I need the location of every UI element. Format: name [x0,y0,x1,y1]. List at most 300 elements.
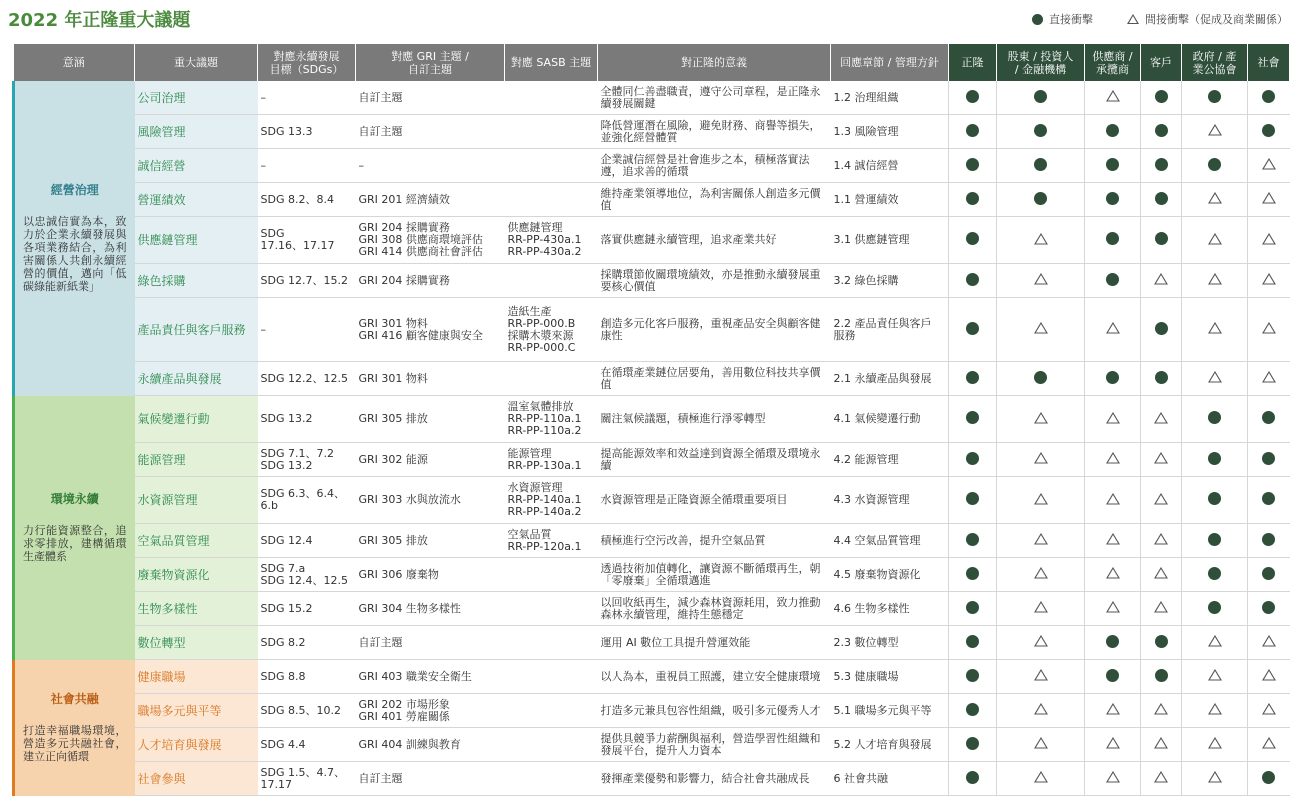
direct-impact-dot-icon [1262,771,1275,784]
issue-name: 能源管理 [135,443,258,477]
sdg-cell: SDG 12.2、12.5 [258,362,356,396]
direct-impact-dot-icon [1262,452,1275,465]
indirect-impact-triangle-icon [1262,671,1276,684]
issue-name: 供應鏈管理 [135,217,258,264]
sdg-cell: – [258,81,356,115]
impact-cell [1182,81,1248,115]
indirect-impact-triangle-icon [1106,454,1120,467]
indirect-impact-triangle-icon [1034,773,1048,786]
significance-cell: 打造多元兼具包容性組織，吸引多元優秀人才 [598,694,831,728]
chapter-cell: 4.5 廢棄物資源化 [831,558,949,592]
indirect-impact-triangle-icon [1034,324,1048,337]
impact-cell [949,115,997,149]
impact-cell [1141,217,1182,264]
impact-cell [1248,477,1290,524]
impact-cell [1141,115,1182,149]
direct-impact-dot-icon [966,192,979,205]
significance-cell: 提高能源效率和效益達到資源全循環及環境永續 [598,443,831,477]
indirect-impact-triangle-icon [1208,773,1222,786]
table-row [14,443,1290,477]
impact-cell [1248,524,1290,558]
sdg-cell: SDG 13.2 [258,396,356,443]
direct-impact-dot-icon [966,273,979,286]
table-row [14,728,1290,762]
category-description: 以忠誠信實為本，致力於企業永續發展與各項業務結合，為利害關係人共創永續經營的價值，邁向「低碳綠能新紙業」 [23,214,127,293]
impact-cell [1182,183,1248,217]
impact-cell [1085,81,1141,115]
impact-cell [997,183,1085,217]
indirect-impact-triangle-icon [1154,603,1168,616]
impact-cell [997,626,1085,660]
direct-impact-dot-icon [1262,124,1275,137]
impact-cell [997,443,1085,477]
gri-cell: GRI 404 訓練與教育 [356,728,505,762]
legend-direct-label: 直接衝擊 [1049,13,1093,26]
indirect-impact-triangle-icon [1208,194,1222,207]
impact-cell [1141,728,1182,762]
impact-cell [1248,264,1290,298]
impact-cell [1141,264,1182,298]
sasb-cell [505,183,598,217]
direct-impact-dot-icon [1106,273,1119,286]
sdg-cell: SDG 7.1、7.2 SDG 13.2 [258,443,356,477]
impact-cell [1085,477,1141,524]
impact-cell [949,660,997,694]
impact-cell [1085,298,1141,362]
legend [1032,11,1288,27]
direct-impact-dot-icon [1155,192,1168,205]
impact-cell [949,524,997,558]
impact-cell [1085,762,1141,796]
sdg-cell: SDG 17.16、17.17 [258,217,356,264]
impact-cell [997,660,1085,694]
impact-cell [1085,115,1141,149]
chapter-cell: 1.3 風險管理 [831,115,949,149]
direct-impact-dot-icon [1155,371,1168,384]
direct-impact-dot-icon [966,90,979,103]
significance-cell: 關注氣候議題，積極進行淨零轉型 [598,396,831,443]
direct-impact-dot-icon [1106,158,1119,171]
impact-cell [949,396,997,443]
table-row [14,592,1290,626]
table-row [14,81,1290,115]
direct-impact-dot-icon [1034,90,1047,103]
table-row [14,694,1290,728]
indirect-impact-triangle-icon [1154,773,1168,786]
direct-impact-dot-icon [1155,232,1168,245]
sdg-cell: SDG 6.3、6.4、 6.b [258,477,356,524]
sasb-cell: 水資源管理 RR-PP-140a.1 RR-PP-140a.2 [505,477,598,524]
sdg-cell: SDG 8.2、8.4 [258,183,356,217]
sasb-cell: 造紙生產 RR-PP-000.B 採購木漿來源 RR-PP-000.C [505,298,598,362]
indirect-impact-triangle-icon [1106,535,1120,548]
impact-cell [949,81,997,115]
direct-impact-dot-icon [1208,411,1221,424]
header-meaning: 意涵 [14,44,135,81]
impact-cell [1085,694,1141,728]
sasb-cell [505,762,598,796]
impact-cell [1248,217,1290,264]
impact-cell [1248,115,1290,149]
gri-cell: 自訂主題 [356,81,505,115]
indirect-impact-triangle-icon [1034,495,1048,508]
impact-cell [1141,149,1182,183]
sdg-cell: – [258,149,356,183]
impact-cell [1182,592,1248,626]
sdg-cell: SDG 12.7、15.2 [258,264,356,298]
gri-cell: GRI 305 排放 [356,396,505,443]
indirect-impact-triangle-icon [1106,569,1120,582]
impact-cell [1085,592,1141,626]
page-title: 2022 年正隆重大議題 [8,10,191,31]
impact-cell [949,149,997,183]
impact-cell [949,362,997,396]
impact-cell [997,115,1085,149]
impact-cell [1085,362,1141,396]
chapter-cell: 5.2 人才培育與發展 [831,728,949,762]
table-row [14,396,1290,443]
impact-cell [949,762,997,796]
table-header-row [14,44,1290,81]
impact-cell [949,298,997,362]
indirect-impact-triangle-icon [1262,160,1276,173]
indirect-impact-triangle-icon [1208,705,1222,718]
sdg-cell: SDG 8.5、10.2 [258,694,356,728]
indirect-impact-triangle-icon [1262,235,1276,248]
impact-cell [997,217,1085,264]
chapter-cell: 6 社會共融 [831,762,949,796]
significance-cell: 積極進行空污改善，提升空氣品質 [598,524,831,558]
direct-impact-dot-icon [1155,669,1168,682]
impact-cell [1182,149,1248,183]
impact-cell [1085,396,1141,443]
impact-cell [1248,762,1290,796]
impact-cell [1248,396,1290,443]
indirect-impact-triangle-icon [1154,739,1168,752]
header-stakeholder-customers: 客戶 [1141,44,1182,81]
significance-cell: 落實供應鏈永續管理，追求產業共好 [598,217,831,264]
gri-cell: GRI 304 生物多樣性 [356,592,505,626]
significance-cell: 企業誠信經營是社會進步之本，積極落實法遵，追求善的循環 [598,149,831,183]
sasb-cell [505,728,598,762]
direct-impact-dot-icon [1155,90,1168,103]
direct-impact-dot-icon [1208,158,1221,171]
impact-cell [1248,558,1290,592]
indirect-impact-triangle-icon [1034,705,1048,718]
issue-name: 誠信經營 [135,149,258,183]
table-row [14,558,1290,592]
significance-cell: 運用 AI 數位工具提升營運效能 [598,626,831,660]
table-row [14,362,1290,396]
indirect-impact-triangle-icon [1106,414,1120,427]
header-sdg: 對應永續發展 目標（SDGs） [258,44,356,81]
significance-cell: 提供具競爭力薪酬與福利，營造學習性組織和發展平台，提升人力資本 [598,728,831,762]
sasb-cell: 空氣品質 RR-PP-120a.1 [505,524,598,558]
legend-indirect-label: 間接衝擊（促成及商業關係） [1145,13,1288,26]
issue-name: 生物多樣性 [135,592,258,626]
indirect-impact-triangle-icon [1034,637,1048,650]
indirect-impact-triangle-icon [1208,373,1222,386]
indirect-impact-triangle-icon [1208,275,1222,288]
direct-impact-dot-icon [1262,90,1275,103]
direct-impact-dot-icon [966,124,979,137]
direct-impact-dot-icon [1262,492,1275,505]
impact-cell [949,558,997,592]
issue-name: 公司治理 [135,81,258,115]
direct-impact-dot-icon [966,232,979,245]
indirect-impact-triangle-icon [1208,324,1222,337]
indirect-impact-triangle-icon [1154,414,1168,427]
sasb-cell [505,592,598,626]
impact-cell [997,524,1085,558]
impact-cell [997,149,1085,183]
direct-impact-dot-icon [1208,492,1221,505]
impact-cell [1248,298,1290,362]
direct-impact-dot-icon [966,669,979,682]
indirect-impact-triangle-icon [1106,92,1120,105]
direct-impact-dot-icon [1106,192,1119,205]
significance-cell: 降低營運潛在風險，避免財務、商譽等損失，並強化經營體質 [598,115,831,149]
issue-name: 職場多元與平等 [135,694,258,728]
chapter-cell: 2.2 產品責任與客戶 服務 [831,298,949,362]
table-row [14,115,1290,149]
sasb-cell: 供應鏈管理 RR-PP-430a.1 RR-PP-430a.2 [505,217,598,264]
direct-impact-dot-icon [1155,322,1168,335]
impact-cell [949,217,997,264]
chapter-cell: 4.1 氣候變遷行動 [831,396,949,443]
indirect-impact-triangle-icon [1208,126,1222,139]
direct-impact-dot-icon [966,533,979,546]
chapter-cell: 2.3 數位轉型 [831,626,949,660]
direct-impact-dot-icon [1208,601,1221,614]
indirect-impact-triangle-icon [1106,495,1120,508]
category-cell [14,660,135,796]
significance-cell: 採購環節攸關環境績效，亦是推動永續發展重要核心價值 [598,264,831,298]
header-stakeholder-government: 政府 / 產 業公協會 [1182,44,1248,81]
sdg-cell: SDG 8.8 [258,660,356,694]
gri-cell: GRI 306 廢棄物 [356,558,505,592]
impact-cell [1141,477,1182,524]
indirect-impact-triangle-icon [1034,603,1048,616]
impact-cell [1085,183,1141,217]
issue-name: 產品責任與客戶服務 [135,298,258,362]
indirect-impact-triangle-icon [1034,275,1048,288]
direct-impact-dot-icon [966,492,979,505]
sdg-cell: SDG 12.4 [258,524,356,558]
impact-cell [1141,694,1182,728]
impact-cell [1248,443,1290,477]
direct-impact-dot-icon [1034,124,1047,137]
impact-cell [949,477,997,524]
issue-name: 空氣品質管理 [135,524,258,558]
table-row [14,477,1290,524]
indirect-impact-triangle-icon [1262,705,1276,718]
indirect-impact-triangle-icon [1154,535,1168,548]
direct-impact-dot-icon [966,737,979,750]
table-row [14,183,1290,217]
impact-cell [997,298,1085,362]
sasb-cell [505,362,598,396]
indirect-impact-triangle-icon [1262,324,1276,337]
direct-impact-dot-icon [966,703,979,716]
header-significance: 對正隆的意義 [598,44,831,81]
header-stakeholder-company: 正隆 [949,44,997,81]
direct-impact-dot-icon [966,601,979,614]
impact-cell [1182,217,1248,264]
header-issue: 重大議題 [135,44,258,81]
table-row [14,626,1290,660]
indirect-impact-triangle-icon [1106,705,1120,718]
indirect-impact-triangle-icon [1106,324,1120,337]
gri-cell: GRI 302 能源 [356,443,505,477]
significance-cell: 透過技術加值轉化，讓資源不斷循環再生，朝「零廢棄」全循環邁進 [598,558,831,592]
chapter-cell: 3.2 綠色採購 [831,264,949,298]
indirect-impact-triangle-icon [1034,454,1048,467]
sdg-cell: SDG 1.5、4.7、 17.17 [258,762,356,796]
impact-cell [997,592,1085,626]
impact-cell [997,264,1085,298]
impact-cell [1248,149,1290,183]
indirect-impact-triangle-icon [1154,275,1168,288]
impact-cell [1248,660,1290,694]
impact-cell [1248,592,1290,626]
category-name: 環境永續 [50,491,99,506]
impact-cell [997,558,1085,592]
gri-cell: GRI 403 職業安全衛生 [356,660,505,694]
direct-impact-dot-icon [1262,411,1275,424]
gri-cell: GRI 301 物料 GRI 416 顧客健康與安全 [356,298,505,362]
chapter-cell: 2.1 永續產品與發展 [831,362,949,396]
gri-cell: GRI 204 採購實務 GRI 308 供應商環境評估 GRI 414 供應商社會評估 [356,217,505,264]
chapter-cell: 4.3 水資源管理 [831,477,949,524]
impact-cell [1085,217,1141,264]
direct-impact-dot-icon [966,452,979,465]
header-stakeholder-investors: 股東 / 投資人 / 金融機構 [997,44,1085,81]
impact-cell [1141,443,1182,477]
impact-cell [1248,626,1290,660]
chapter-cell: 5.1 職場多元與平等 [831,694,949,728]
issue-name: 營運績效 [135,183,258,217]
header-chapter: 回應章節 / 管理方針 [831,44,949,81]
impact-cell [997,396,1085,443]
impact-cell [997,694,1085,728]
indirect-impact-triangle-icon [1154,495,1168,508]
impact-cell [1085,660,1141,694]
direct-impact-dot-icon [1034,158,1047,171]
impact-cell [949,728,997,762]
direct-impact-dot-icon [1106,635,1119,648]
sasb-cell [505,264,598,298]
impact-cell [1141,298,1182,362]
table-row [14,264,1290,298]
indirect-impact-triangle-icon [1262,194,1276,207]
table-row [14,660,1290,694]
sasb-cell [505,660,598,694]
direct-impact-dot-icon [1208,90,1221,103]
issue-name: 風險管理 [135,115,258,149]
header-sasb: 對應 SASB 主題 [505,44,598,81]
indirect-impact-triangle-icon [1208,739,1222,752]
direct-impact-dot-icon [1106,669,1119,682]
impact-cell [1085,149,1141,183]
sdg-cell: SDG 15.2 [258,592,356,626]
impact-cell [997,762,1085,796]
material-issues-table [12,44,1290,796]
indirect-impact-triangle-icon [1262,373,1276,386]
chapter-cell: 1.2 治理組織 [831,81,949,115]
impact-cell [949,443,997,477]
sasb-cell: 溫室氣體排放 RR-PP-110a.1 RR-PP-110a.2 [505,396,598,443]
direct-impact-dot-icon [1208,533,1221,546]
impact-cell [1182,443,1248,477]
impact-cell [1182,626,1248,660]
issue-name: 人才培育與發展 [135,728,258,762]
direct-impact-dot-icon [966,158,979,171]
impact-cell [1141,81,1182,115]
significance-cell: 維持產業領導地位，為利害關係人創造多元價值 [598,183,831,217]
impact-cell [997,81,1085,115]
direct-impact-dot-icon [1106,371,1119,384]
impact-cell [997,477,1085,524]
direct-impact-dot-icon [1106,232,1119,245]
impact-cell [1141,183,1182,217]
impact-cell [997,362,1085,396]
impact-cell [1248,81,1290,115]
impact-cell [1182,524,1248,558]
category-cell [14,396,135,660]
chapter-cell: 3.1 供應鏈管理 [831,217,949,264]
chapter-cell: 4.2 能源管理 [831,443,949,477]
indirect-impact-triangle-icon [1154,705,1168,718]
significance-cell: 在循環產業鏈位居要角，善用數位科技共享價值 [598,362,831,396]
direct-impact-dot-icon [1155,124,1168,137]
indirect-impact-triangle-icon [1154,569,1168,582]
impact-cell [1141,524,1182,558]
indirect-impact-triangle-icon [1034,414,1048,427]
impact-cell [1182,728,1248,762]
issue-name: 社會參與 [135,762,258,796]
indirect-impact-triangle-icon [1208,637,1222,650]
indirect-impact-triangle-icon [1034,569,1048,582]
direct-impact-dot-icon [1262,601,1275,614]
sasb-cell [505,115,598,149]
header-gri: 對應 GRI 主題 / 自訂主題 [356,44,505,81]
direct-impact-dot-icon [966,635,979,648]
impact-cell [1182,362,1248,396]
indirect-impact-triangle-icon [1034,739,1048,752]
impact-cell [1182,264,1248,298]
chapter-cell: 4.6 生物多樣性 [831,592,949,626]
impact-cell [949,626,997,660]
indirect-impact-triangle-icon [1106,773,1120,786]
header-stakeholder-suppliers: 供應商 / 承攬商 [1085,44,1141,81]
impact-cell [1141,592,1182,626]
table-row [14,298,1290,362]
impact-cell [1141,558,1182,592]
direct-impact-dot-icon [966,567,979,580]
issue-name: 氣候變遷行動 [135,396,258,443]
gri-cell: 自訂主題 [356,626,505,660]
sdg-cell: SDG 13.3 [258,115,356,149]
sasb-cell [505,694,598,728]
direct-impact-dot-icon [966,411,979,424]
indirect-impact-triangle-icon [1208,235,1222,248]
header-stakeholder-society: 社會 [1248,44,1290,81]
table-row [14,217,1290,264]
indirect-impact-triangle-icon [1208,671,1222,684]
direct-impact-dot-icon [966,371,979,384]
issue-name: 永續產品與發展 [135,362,258,396]
